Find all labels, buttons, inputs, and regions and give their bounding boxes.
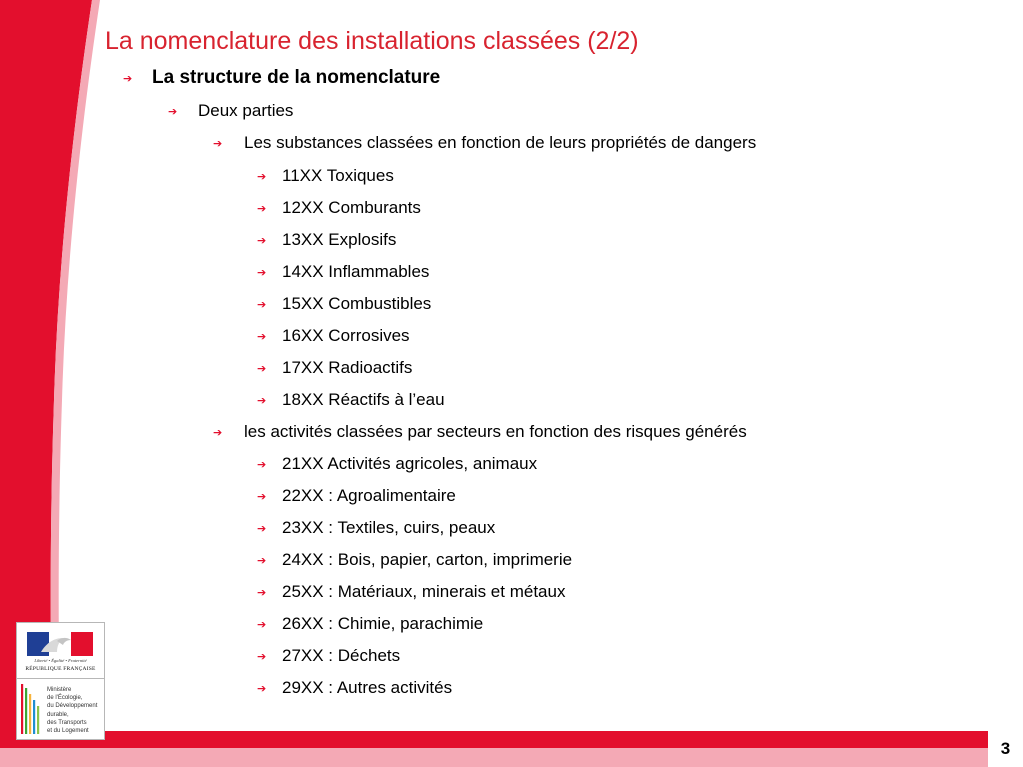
list-item-text: 17XX Radioactifs (282, 358, 413, 377)
list-item-text: 13XX Explosifs (282, 230, 397, 249)
list-item-text: 12XX Comburants (282, 198, 421, 217)
arrow-bullet-icon: ➔ (168, 104, 178, 118)
list-heading-text: La structure de la nomenclature (152, 67, 441, 88)
arrow-bullet-icon: ➔ (257, 585, 267, 599)
list-item (257, 646, 400, 666)
list-item-text: 29XX : Autres activités (282, 678, 453, 697)
ministry-logo (16, 622, 105, 740)
list-item (257, 390, 445, 410)
list-item (257, 294, 431, 314)
arrow-bullet-icon: ➔ (257, 393, 267, 407)
list-item (257, 614, 483, 634)
list-item-text: 11XX Toxiques (282, 166, 394, 185)
group-label-text: les activités classées par secteurs en fonction des risques générés (244, 422, 747, 441)
ministry-line: et du Logement (47, 728, 89, 735)
list-item (257, 678, 452, 698)
ministry-line: du Développement (47, 703, 98, 710)
list-item-text: 15XX Combustibles (282, 294, 432, 313)
ministry-line: Ministère (47, 687, 72, 693)
arrow-bullet-icon: ➔ (123, 71, 133, 85)
arrow-bullet-icon: ➔ (257, 329, 267, 343)
bottom-pink-strip (0, 748, 1023, 767)
list-item-text: 23XX : Textiles, cuirs, peaux (282, 518, 496, 537)
arrow-bullet-icon: ➔ (257, 489, 267, 503)
list-item-text: 27XX : Déchets (282, 646, 401, 665)
arrow-bullet-icon: ➔ (213, 425, 223, 439)
list-item (257, 582, 565, 602)
ministry-stripes-icon (21, 684, 41, 734)
list-item-text: 26XX : Chimie, parachimie (282, 614, 484, 633)
list-item-text: 21XX Activités agricoles, animaux (282, 454, 538, 473)
arrow-bullet-icon: ➔ (257, 233, 267, 247)
list-heading (123, 67, 440, 89)
list-item-text: 22XX : Agroalimentaire (282, 486, 456, 505)
list-item (257, 230, 396, 250)
republic-text: RÉPUBLIQUE FRANÇAISE (25, 666, 96, 672)
arrow-bullet-icon: ➔ (257, 521, 267, 535)
arrow-bullet-icon: ➔ (257, 201, 267, 215)
list-item (257, 262, 429, 282)
motto-text: Liberté • Égalité • Fraternité (34, 658, 87, 663)
arrow-bullet-icon: ➔ (257, 681, 267, 695)
arrow-bullet-icon: ➔ (257, 265, 267, 279)
list-item (257, 358, 412, 378)
ministry-line: des Transports (47, 719, 87, 726)
ministry-line: durable, (47, 711, 69, 718)
ministry-line: de l'Écologie, (47, 695, 83, 702)
list-item (257, 166, 394, 186)
group-label (213, 133, 756, 153)
list-item-text: 18XX Réactifs à l’eau (282, 390, 445, 409)
list-item (257, 486, 456, 506)
list-item (257, 518, 495, 538)
marianne-logo-icon (27, 632, 93, 656)
list-item (257, 198, 421, 218)
list-subheading (168, 101, 293, 121)
list-item-text: 16XX Corrosives (282, 326, 410, 345)
list-item (257, 550, 572, 570)
arrow-bullet-icon: ➔ (257, 649, 267, 663)
group-label-text: Les substances classées en fonction de leurs propriétés de dangers (244, 133, 757, 152)
group-label (213, 422, 747, 442)
arrow-bullet-icon: ➔ (257, 553, 267, 567)
list-subheading-text: Deux parties (198, 101, 294, 120)
slide-title: La nomenclature des installations classées (2/2) (105, 27, 639, 55)
arrow-bullet-icon: ➔ (257, 457, 267, 471)
republic-logo (17, 623, 104, 679)
page-number: 3 (988, 731, 1023, 767)
arrow-bullet-icon: ➔ (213, 136, 223, 150)
list-item (257, 326, 410, 346)
bottom-red-bar (0, 731, 1023, 748)
list-item-text: 24XX : Bois, papier, carton, imprimerie (282, 550, 573, 569)
list-item-text: 25XX : Matériaux, minerais et métaux (282, 582, 566, 601)
ministry-name (47, 686, 104, 735)
arrow-bullet-icon: ➔ (257, 617, 267, 631)
arrow-bullet-icon: ➔ (257, 169, 267, 183)
arrow-bullet-icon: ➔ (257, 361, 267, 375)
arrow-bullet-icon: ➔ (257, 297, 267, 311)
list-item (257, 454, 537, 474)
list-item-text: 14XX Inflammables (282, 262, 430, 281)
